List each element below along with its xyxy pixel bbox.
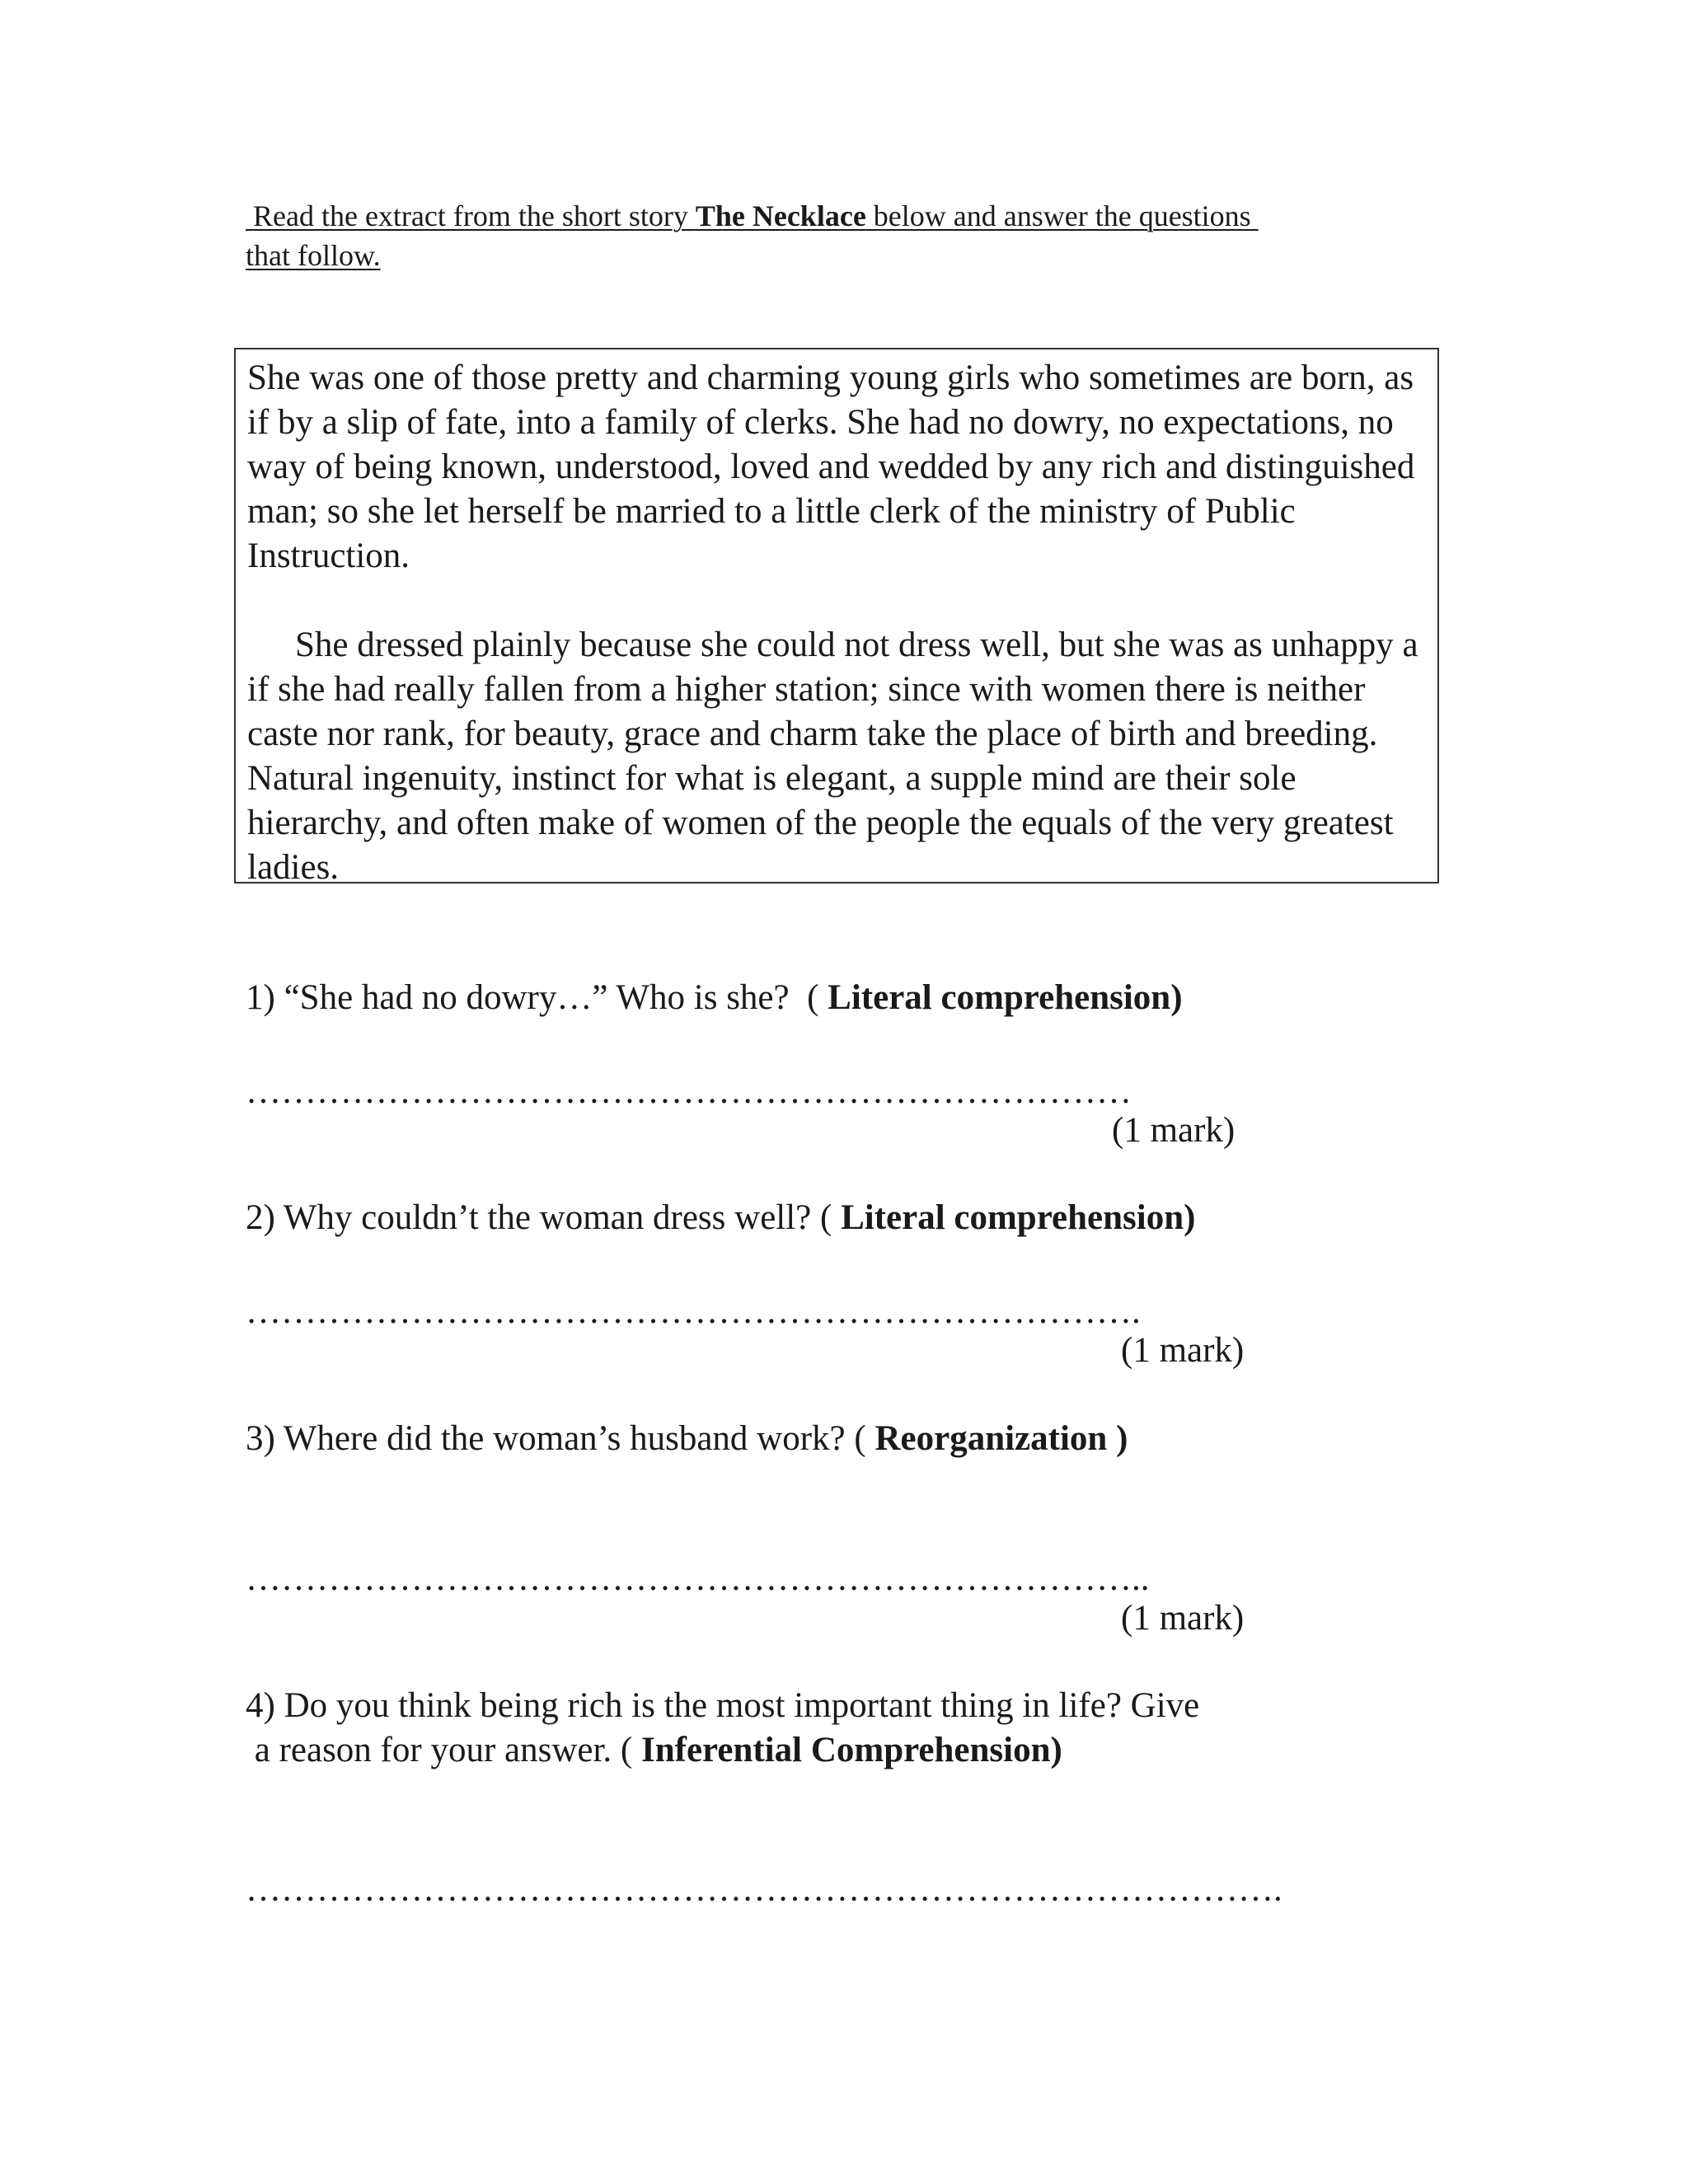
question-3 <box>246 1417 1128 1461</box>
question-1-category: Literal comprehension) <box>828 978 1183 1017</box>
question-4-line-1: 4) Do you think being rich is the most important thing in life? Give <box>246 1686 1200 1725</box>
instruction-prefix: Read the extract from the short story <box>246 199 696 232</box>
story-title: The Necklace <box>695 199 866 232</box>
instruction-suffix: below and answer the questions <box>865 199 1259 232</box>
question-2-category: Literal comprehension) <box>841 1198 1196 1237</box>
answer-line-3[interactable]: ………………………………………………………………….. <box>246 1559 1150 1598</box>
instruction-line-1 <box>246 196 1416 236</box>
answer-line-2[interactable]: …………………………………………………………………. <box>246 1292 1141 1331</box>
question-4-line-2 <box>246 1728 1062 1773</box>
question-1 <box>246 976 1183 1020</box>
question-3-text: 3) Where did the woman’s husband work? ( <box>246 1419 875 1458</box>
answer-line-4[interactable]: ……………………………………………………………………………. <box>246 1870 1282 1909</box>
instruction-line-2: that follow. <box>246 239 381 272</box>
instruction-text <box>246 196 1416 275</box>
extract-paragraph-2: She dressed plainly because she could not dress well, but she was as unhappy a if she had really fallen from a higher station; since with women there is neither caste nor rank, for beauty, grace and charm take the place of birth and breeding. Natural ingenuity, instinct for what is elegant, a supple mind are their sole hierarchy, and often make of women of the people the equals of the very greatest ladies. <box>247 626 1418 887</box>
mark-3: (1 mark) <box>1121 1599 1245 1638</box>
extract-paragraph-1: She was one of those pretty and charming young girls who sometimes are born, as if by a slip of fate, into a family of clerks. She had no dowry, no expectations, no way of being known, understood, loved and wedded by any rich and distinguished man; so she let herself be married to a little clerk of the ministry of Public Instruction. <box>247 359 1415 575</box>
answer-line-1[interactable]: ………………………………………………………………… <box>246 1072 1132 1111</box>
question-4-category: Inferential Comprehension) <box>641 1731 1062 1769</box>
question-4-text: a reason for your answer. ( <box>246 1731 641 1769</box>
mark-2: (1 mark) <box>1121 1331 1245 1370</box>
extract-box <box>234 348 1439 887</box>
question-2-text: 2) Why couldn’t the woman dress well? ( <box>246 1198 842 1237</box>
question-1-text: 1) “She had no dowry…” Who is she? ( <box>246 978 828 1017</box>
question-3-category: Reorganization ) <box>874 1419 1128 1458</box>
mark-1: (1 mark) <box>1112 1111 1236 1150</box>
question-2 <box>246 1196 1195 1240</box>
